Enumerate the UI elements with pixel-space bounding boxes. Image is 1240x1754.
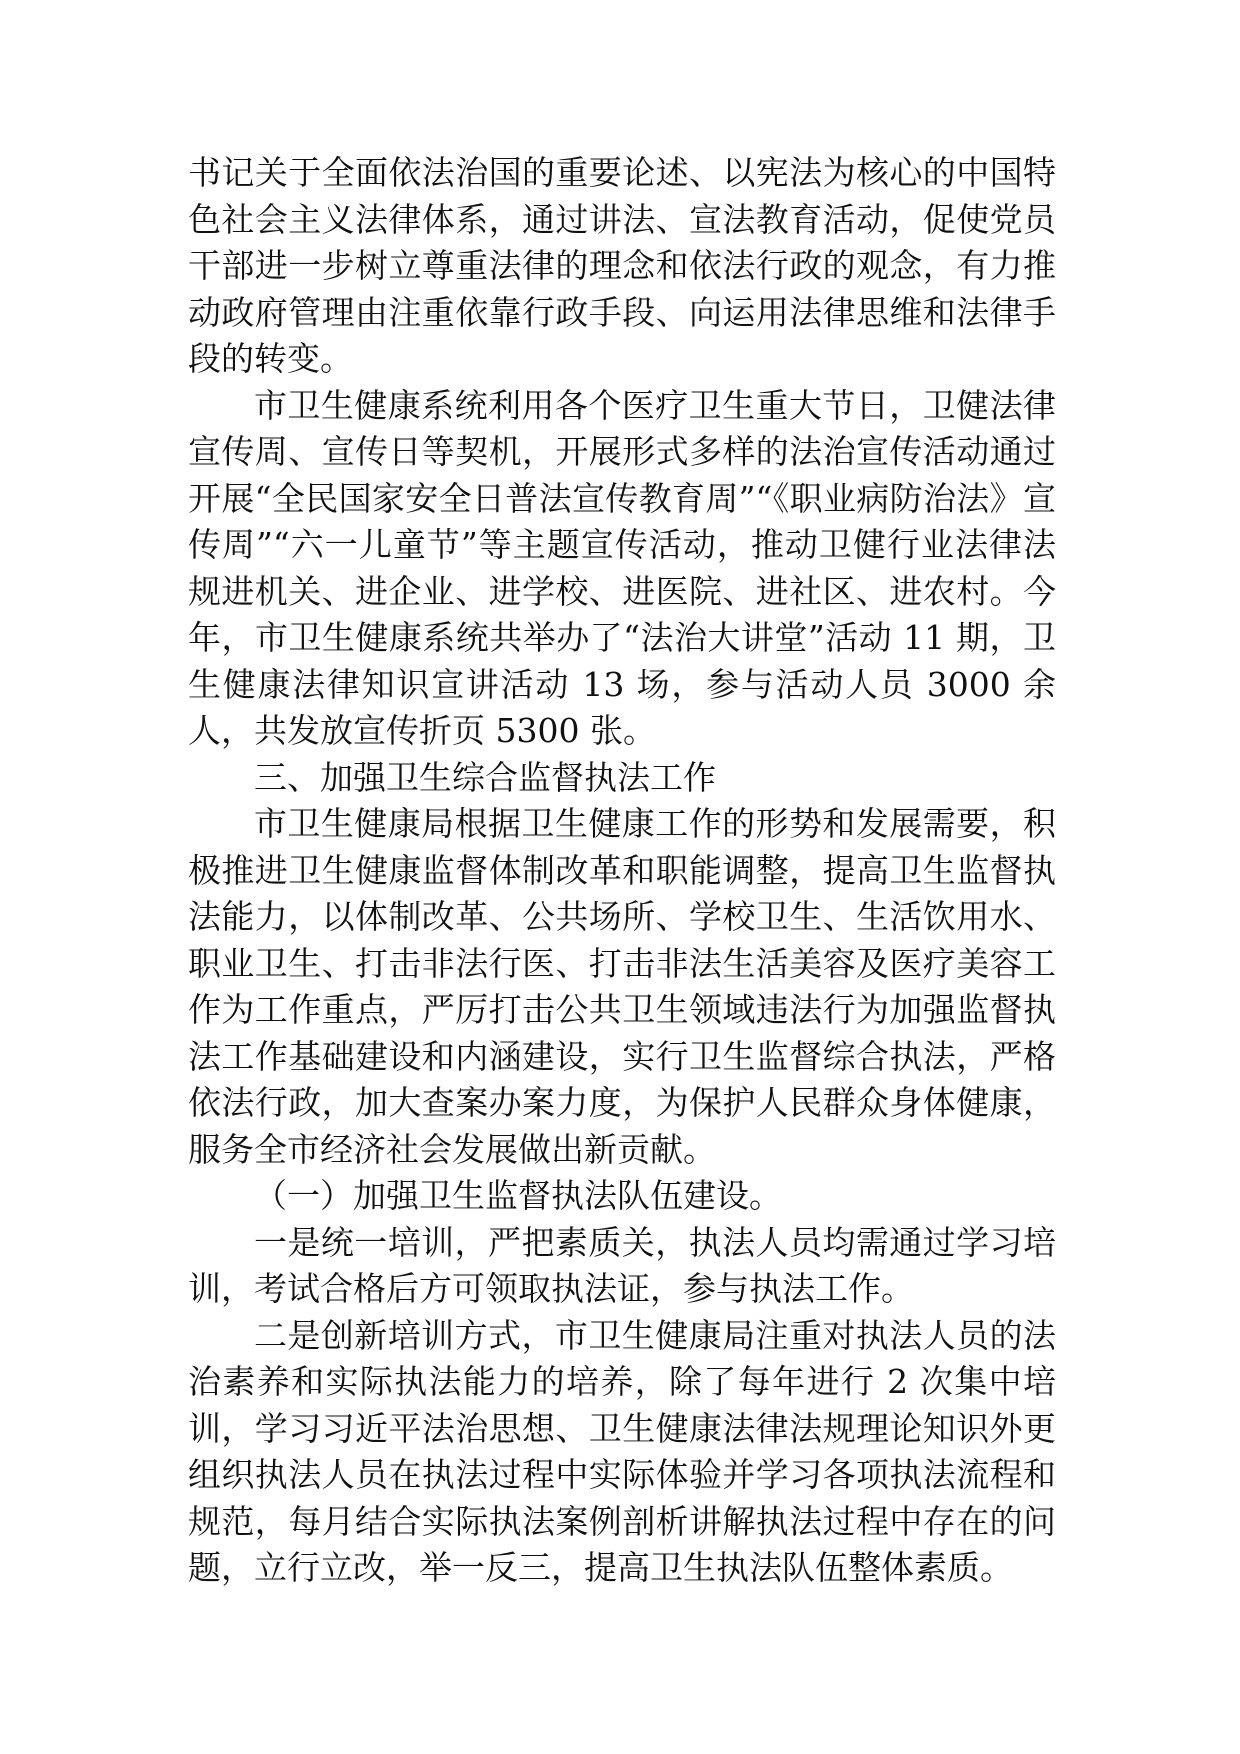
paragraph-supervision-overview: 市卫生健康局根据卫生健康工作的形势和发展需要，积极推进卫生健康监督体制改革和职能调整，提高卫生监督执法能力，以体制改革、公共场所、学校卫生、生活饮用水、职业卫生、打击非法行医、打击非法生活美容及医疗美容工作为工作重点，严厉打击公共卫生领域违法行为加强监督执法工作基础建设和内涵建设，实行卫生监督综合执法，严格依法行政，加大查案办案力度，为保护人民群众身体健康，服务全市经济社会发展做出新贡献。 — [188, 804, 1056, 1169]
paragraph-legal-publicity: 市卫生健康系统利用各个医疗卫生重大节日，卫健法律宣传周、宣传日等契机，开展形式多样的法治宣传活动通过开展“全民国家安全日普法宣传教育周”“《职业病防治法》宣传周”“六一儿童节”等主题宣传活动，推动卫健行业法律法规进机关、进企业、进学校、进医院、进社区、进农村。今年，市卫生健康系统共举办了“法治大讲堂”活动 11 期，卫生健康法律知识宣讲活动 13 场，参与活动人员 3000 余人，共发放宣传折页 5300 张。 — [188, 385, 1056, 750]
document-page — [188, 150, 1056, 1592]
subsection-heading-1: （一）加强卫生监督执法队伍建设。 — [254, 1176, 782, 1215]
section-heading-3: 三、加强卫生综合监督执法工作 — [254, 757, 716, 797]
paragraph-continuation: 书记关于全面依法治国的重要论述、以宪法为核心的中国特色社会主义法律体系，通过讲法、宣法教育活动，促使党员干部进一步树立尊重法律的理念和依法行政的观念，有力推动政府管理由注重依靠行政手段、向运用法律思维和法律手段的转变。 — [188, 153, 1056, 378]
paragraph-unified-training: 一是统一培训，严把素质关，执法人员均需通过学习培训，考试合格后方可领取执法证，参与执法工作。 — [188, 1222, 1056, 1308]
paragraph-training-innovation: 二是创新培训方式，市卫生健康局注重对执法人员的法治素养和实际执法能力的培养，除了每年进行 2 次集中培训，学习习近平法治思想、卫生健康法律法规理论知识外更组织执法人员在执法过程中实际体验并学习各项执法流程和规范，每月结合实际执法案例剖析讲解执法过程中存在的问题，立行立改，举一反三，提高卫生执法队伍整体素质。 — [188, 1315, 1056, 1587]
